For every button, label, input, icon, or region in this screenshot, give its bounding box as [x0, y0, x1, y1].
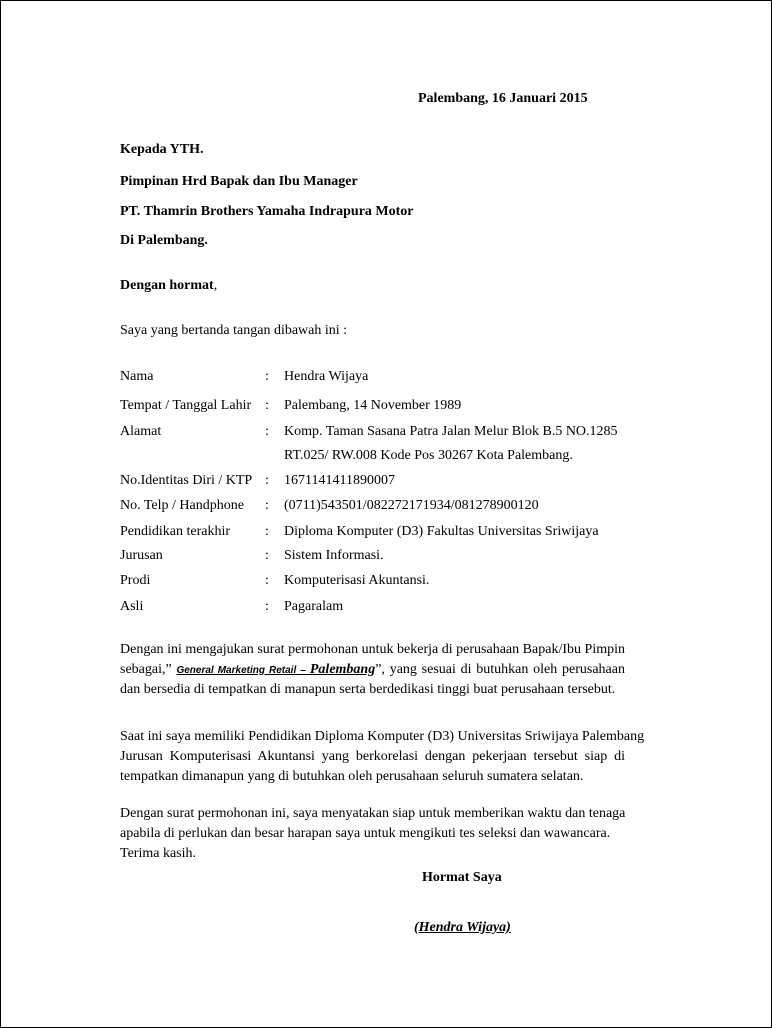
- greeting-text: Dengan hormat: [120, 278, 214, 293]
- greeting-punct: ,: [213, 278, 218, 293]
- field-value: Palembang, 14 November 1989: [284, 398, 462, 413]
- field-value: Diploma Komputer (D3) Fakultas Universitas Sriwijaya: [284, 524, 599, 539]
- recipient-line-1: Kepada YTH.: [120, 142, 204, 157]
- paragraph-line: tempatkan dimanapun yang di butuhkan oleh perusahaan seluruh sumatera selatan.: [120, 769, 584, 784]
- field-label: Prodi: [120, 573, 151, 588]
- field-label: Jurusan: [120, 548, 163, 563]
- paragraph-line: apabila di perlukan dan besar harapan saya untuk mengikuti tes seleksi dan wawancara.: [120, 826, 611, 841]
- position-title-main: General Marketing Retail –: [176, 665, 310, 676]
- signature-name: (Hendra Wijaya): [414, 920, 511, 935]
- field-label: Alamat: [120, 424, 162, 439]
- paragraph-line-post: ”, yang sesuai di butuhkan oleh perusahaan: [375, 662, 625, 677]
- field-label: Pendidikan terakhir: [120, 524, 231, 539]
- field-colon: :: [265, 369, 269, 384]
- letter-date: Palembang, 16 Januari 2015: [418, 91, 588, 106]
- field-value: Komp. Taman Sasana Patra Jalan Melur Blok B.5 NO.1285: [284, 424, 618, 439]
- closing-salutation: Hormat Saya: [422, 870, 502, 885]
- field-colon: :: [265, 498, 269, 513]
- field-label: Tempat / Tanggal Lahir: [120, 398, 252, 413]
- field-colon: :: [265, 524, 269, 539]
- recipient-line-3: PT. Thamrin Brothers Yamaha Indrapura Motor: [120, 204, 414, 219]
- field-colon: :: [265, 424, 269, 439]
- paragraph-line-position: [120, 660, 625, 680]
- field-label: Asli: [120, 599, 144, 614]
- field-label: Nama: [120, 369, 154, 384]
- paragraph-education: [120, 727, 645, 787]
- recipient-line-2: Pimpinan Hrd Bapak dan Ibu Manager: [120, 174, 358, 189]
- paragraph-line: Dengan ini mengajukan surat permohonan untuk bekerja di perusahaan Bapak/Ibu Pimpin: [120, 642, 625, 657]
- paragraph-line: Jurusan Komputerisasi Akuntansi yang berkorelasi dengan pekerjaan tersebut siap di: [120, 749, 625, 764]
- field-value: Hendra Wijaya: [284, 369, 369, 384]
- field-colon: :: [265, 548, 269, 563]
- field-value: (0711)543501/082272171934/081278900120: [284, 498, 539, 513]
- field-colon: :: [265, 599, 269, 614]
- position-title: [176, 662, 375, 677]
- field-label: No.Identitas Diri / KTP: [120, 473, 253, 488]
- field-value: Pagaralam: [284, 599, 344, 614]
- paragraph-line: Dengan surat permohonan ini, saya menyatakan siap untuk memberikan waktu dan tenaga: [120, 806, 626, 821]
- field-colon: :: [265, 398, 269, 413]
- field-value: Sistem Informasi.: [284, 548, 384, 563]
- field-value: Komputerisasi Akuntansi.: [284, 573, 430, 588]
- paragraph-closing: [120, 804, 625, 864]
- paragraph-line: Terima kasih.: [120, 846, 196, 861]
- field-label: No. Telp / Handphone: [120, 498, 244, 513]
- paragraph-application: [120, 640, 625, 700]
- paragraph-line-pre: sebagai,”: [120, 662, 177, 677]
- paragraph-line: Saat ini saya memiliki Pendidikan Diploma Komputer (D3) Universitas Sriwijaya Palembang: [120, 729, 645, 744]
- intro-text: Saya yang bertanda tangan dibawah ini :: [120, 323, 348, 338]
- field-colon: :: [265, 573, 269, 588]
- greeting: [120, 278, 217, 294]
- field-value-line-2: RT.025/ RW.008 Kode Pos 30267 Kota Palembang.: [284, 448, 573, 463]
- recipient-line-4: Di Palembang.: [120, 233, 208, 248]
- field-colon: :: [265, 473, 269, 488]
- position-title-city: Palembang: [309, 662, 376, 677]
- field-value: 1671141411890007: [284, 473, 395, 488]
- paragraph-line: dan bersedia di tempatkan di manapun serta berdedikasi tinggi buat perusahaan tersebut.: [120, 682, 616, 697]
